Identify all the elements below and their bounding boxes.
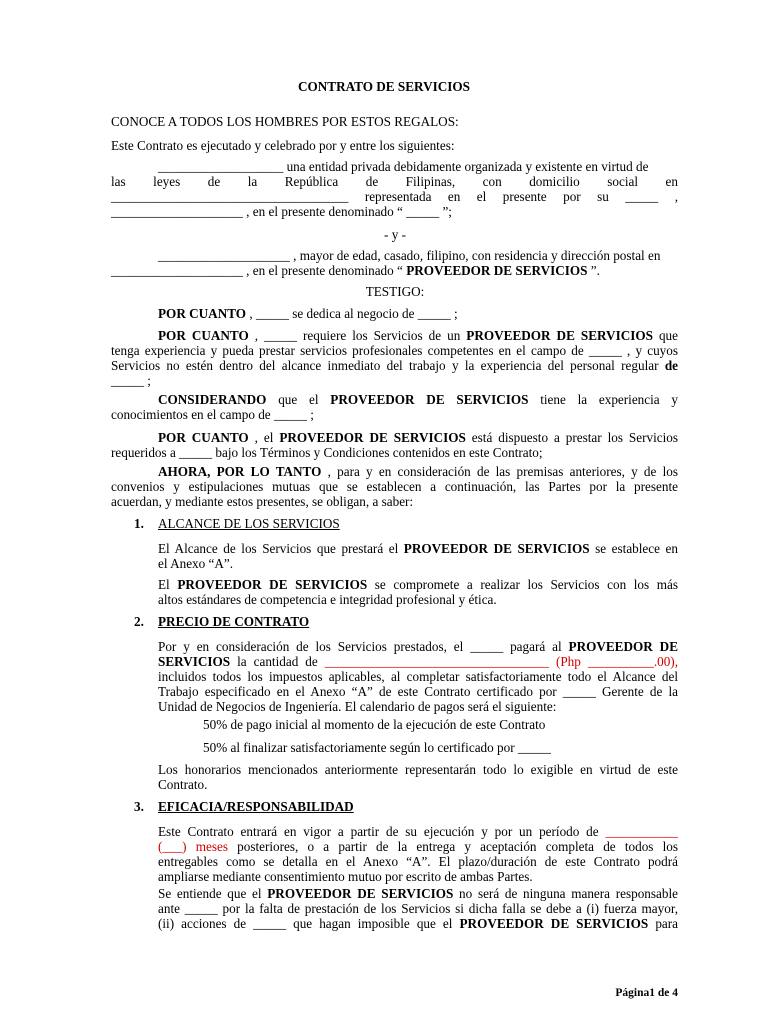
section-3-paragraph: Este Contrato entrará en vigor a partir de su ejecución y por un período de ___________ <box>158 824 678 839</box>
section-3-paragraph: (___) meses posteriores, o a partir de la entrega y aceptación completa de todos los <box>158 839 678 854</box>
section-2-paragraph: Los honorarios mencionados anteriormente representarán todo lo exigible en virtud de este <box>158 762 678 777</box>
section-2-paragraph: incluidos todos los impuestos aplicables, al completar satisfactoriamente todo el Alcance del <box>158 669 678 684</box>
section-3-paragraph: (ii) acciones de _____ que hagan imposible que el PROVEEDOR DE SERVICIOS para <box>158 916 679 931</box>
section-2-paragraph: Unidad de Negocios de Ingeniería. El calendario de pagos será el siguiente: <box>158 699 557 714</box>
section-1-number: 1. <box>134 516 144 531</box>
party1-line: ____________________________________ representada en el presente por su _____ , <box>111 189 678 204</box>
testigo-heading: TESTIGO: <box>365 284 425 299</box>
recital-4: requeridos a _____ bajo los Términos y Condiciones contenidos en este Contrato; <box>111 445 543 460</box>
recital-2: POR CUANTO , _____ requiere los Servicios de un PROVEEDOR DE SERVICIOS que <box>158 328 679 343</box>
party2-line: ____________________ , en el presente denominado “ PROVEEDOR DE SERVICIOS ”. <box>111 263 600 278</box>
recital-2: Servicios no estén dentro del alcance inmediato del trabajo y la experiencia del personal regular de <box>111 358 678 373</box>
recital-3: CONSIDERANDO que el PROVEEDOR DE SERVICIOS tiene la experiencia y <box>158 392 678 407</box>
section-1-paragraph: altos estándares de competencia e integridad profesional y ética. <box>158 592 497 607</box>
section-1-paragraph: el Anexo “A”. <box>158 556 234 571</box>
intro-heading: CONOCE A TODOS LOS HOMBRES POR ESTOS REGALOS: <box>111 114 459 129</box>
section-1-heading: ALCANCE DE LOS SERVICIOS <box>158 516 340 531</box>
separator-y: - y - <box>384 227 406 242</box>
recital-2: tenga experiencia y pueda prestar servicios profesionales competentes en el campo de _____ , y cuyos <box>111 343 678 358</box>
section-2-heading: PRECIO DE CONTRATO <box>158 614 310 629</box>
intro-executed: Este Contrato es ejecutado y celebrado por y entre los siguientes: <box>111 138 455 153</box>
section-1-paragraph: El PROVEEDOR DE SERVICIOS se compromete a realizar los Servicios con los más <box>158 577 678 592</box>
section-3-paragraph: Se entiende que el PROVEEDOR DE SERVICIOS no será de ninguna manera responsable <box>158 886 678 901</box>
section-2-paragraph: Contrato. <box>158 777 208 792</box>
party2-line: ____________________ , mayor de edad, casado, filipino, con residencia y dirección postal en <box>158 248 661 263</box>
section-2-paragraph: Trabajo especificado en el Anexo “A” de este Contrato certificado por _____ Gerente de la <box>158 684 678 699</box>
section-3-paragraph: ante _____ por la falta de prestación de los Servicios si dicha falla se debe a (i) fuerza mayor, <box>158 901 678 916</box>
recital-2: _____ ; <box>111 373 151 388</box>
section-2-paragraph: SERVICIOS la cantidad de __________________________________ (Php __________.00), <box>158 654 678 669</box>
payment-item: 50% de pago inicial al momento de la ejecución de este Contrato <box>203 717 546 732</box>
party1-line: ___________________ una entidad privada debidamente organizada y existente en virtud de <box>158 159 649 174</box>
section-3-paragraph: entregables como se detalla en el Anexo “A”. El plazo/duración de este Contrato podrá <box>158 854 678 869</box>
recital-5: convenios y estipulaciones mutuas que se establecen a continuación, las Partes por la presente <box>111 479 678 494</box>
section-3-heading: EFICACIA/RESPONSABILIDAD <box>158 799 354 814</box>
recital-3: conocimientos en el campo de _____ ; <box>111 407 314 422</box>
recital-1: POR CUANTO , _____ se dedica al negocio de _____ ; <box>158 306 458 321</box>
section-3-number: 3. <box>134 799 144 814</box>
party1-line: las leyes de la República de Filipinas, con domicilio social en <box>111 174 678 189</box>
page-number: Página1 de 4 <box>615 987 678 999</box>
recital-5: AHORA, POR LO TANTO , para y en consideración de las premisas anteriores, y de los <box>158 464 678 479</box>
section-1-paragraph: El Alcance de los Servicios que prestará el PROVEEDOR DE SERVICIOS se establece en <box>158 541 678 556</box>
recital-5: acuerdan, y mediante estos presentes, se obligan, a saber: <box>111 494 414 509</box>
section-2-paragraph: Por y en consideración de los Servicios prestados, el _____ pagará al PROVEEDOR DE <box>158 639 678 654</box>
section-3-paragraph: ampliarse mediante consentimiento mutuo por escrito de ambas Partes. <box>158 869 533 884</box>
party1-line: ____________________ , en el presente denominado “ _____ ”; <box>111 204 452 219</box>
recital-4: POR CUANTO , el PROVEEDOR DE SERVICIOS está dispuesto a prestar los Servicios <box>158 430 678 445</box>
section-2-number: 2. <box>134 614 144 629</box>
document-title: CONTRATO DE SERVICIOS <box>298 79 470 94</box>
payment-item: 50% al finalizar satisfactoriamente según lo certificado por _____ <box>203 740 551 755</box>
